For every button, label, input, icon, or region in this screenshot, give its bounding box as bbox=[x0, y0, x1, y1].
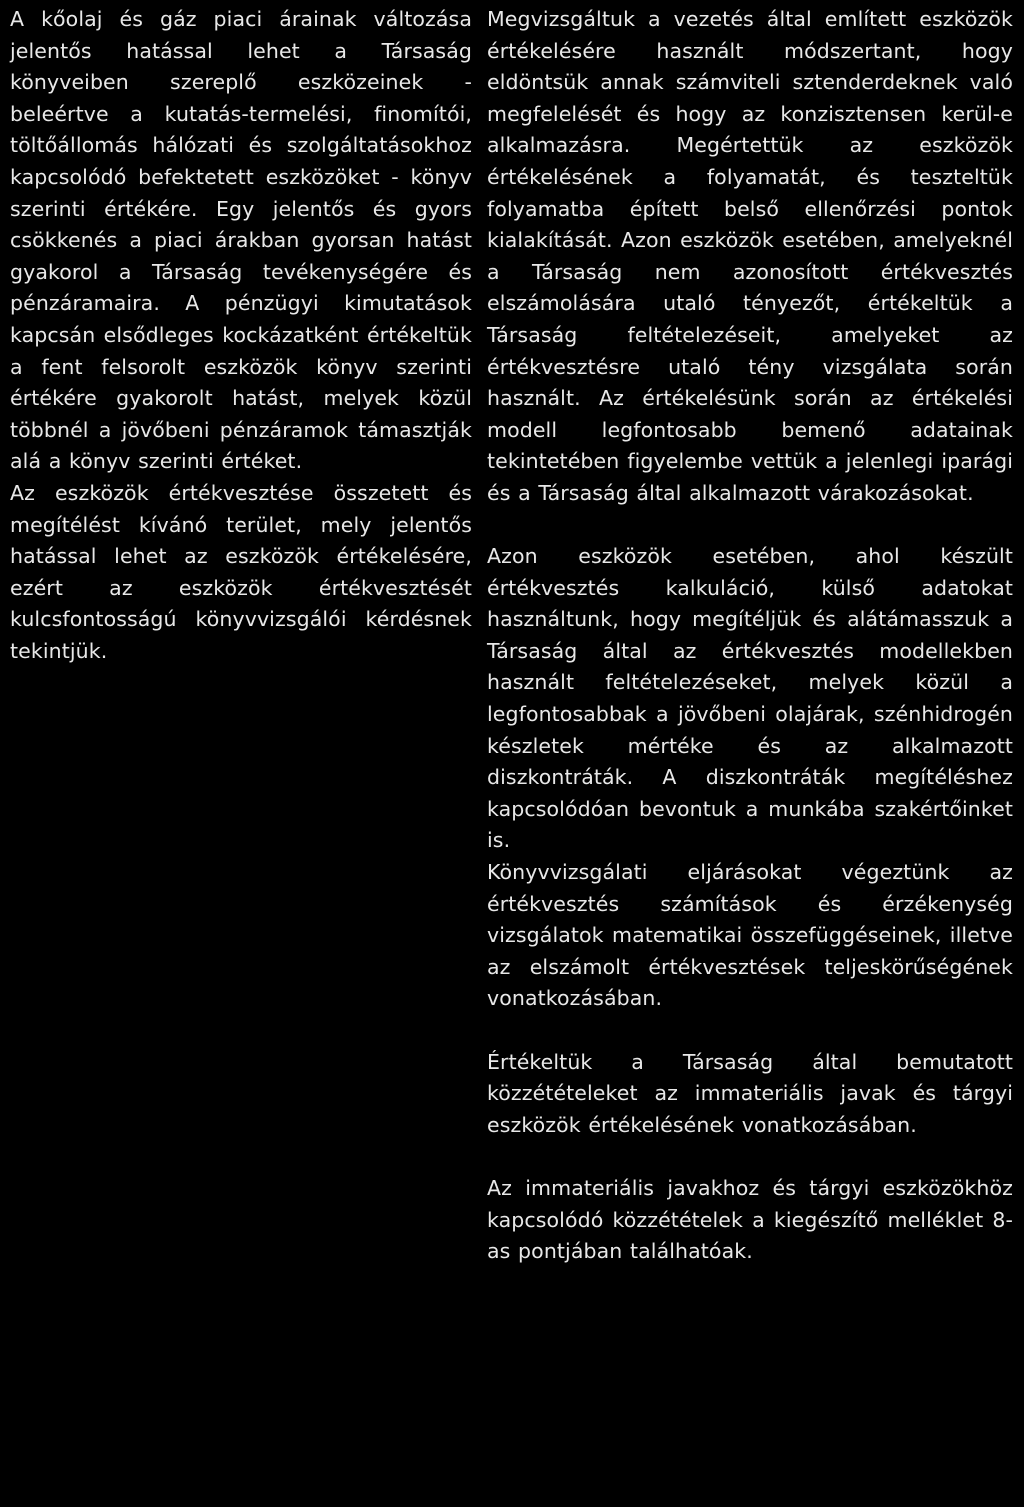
right-paragraph-disclosures-evaluation: Értékeltük a Társaság által bemutatott közzétételeket az immateriális javak és tárgyi eszközök értékelésének vonatkozásában. bbox=[487, 1049, 1013, 1137]
right-paragraph-audit-procedures: Könyvvizsgálati eljárásokat végeztünk az értékvesztés számítások és érzékenység vizsgálatok matematikai összefüggéseinek, illetve az elszámolt értékvesztések teljeskörűségének vonatkozásában. bbox=[487, 860, 1013, 1011]
right-paragraph-methodology: Megvizsgáltuk a vezetés által említett eszközök értékelésére használt módszertant, hogy eldöntsük annak számviteli sztenderdeknek való megfelelését és hogy az konzisztensen kerül-e alkalmazásra. Megértettük az eszközök értékelésének a folyamatát, és teszteltük folyamatba épített belső ellenőrzési pontok kialakítását. Azon eszközök esetében, amelyeknél a Társaság nem azonosított értékvesztés elszámolására utaló tényezőt, értékeltük a Társaság feltételezéseit, amelyeket az értékvesztésre utaló tény vizsgálata során használt. Az értékelésünk során az értékelési modell legfontosabb bemenő adatainak tekintetében figyelembe vettük a jelenlegi iparági és a Társaság által alkalmazott várakozásokat. bbox=[487, 7, 1013, 505]
left-column-key-audit-matter bbox=[10, 4, 472, 667]
right-column-audit-response bbox=[487, 4, 1013, 1268]
left-paragraph-risk-description: A kőolaj és gáz piaci árainak változása jelentős hatással lehet a Társaság könyveiben szereplő eszközeinek - beleértve a kutatás-termelési, finomítói, töltőállomás hálózati és szolgáltatásokhoz kapcsolódó befektetett eszközöket - könyv szerinti értékére. Egy jelentős és gyors csökkenés a piaci árakban gyorsan hatást gyakorol a Társaság tevékenységére és pénzáramaira. A pénzügyi kimutatások kapcsán elsődleges kockázatként értékeltük a fent felsorolt eszközök könyv szerinti értékére gyakorolt hatást, melyek közül többnél a jövőbeni pénzáramok támasztják alá a könyv szerinti értéket. bbox=[10, 7, 472, 474]
right-paragraph-disclosures-reference: Az immateriális javakhoz és tárgyi eszközökhöz kapcsolódó közzétételek a kiegészítő melléklet 8-as pontjában találhatóak. bbox=[487, 1175, 1013, 1264]
left-paragraph-key-audit-matter: Az eszközök értékvesztése összetett és megítélést kívánó terület, mely jelentős hatással lehet az eszközök értékelésére, ezért az eszközök értékvesztését kulcsfontosságú könyvvizsgálói kérdésnek tekintjük. bbox=[10, 480, 472, 663]
right-paragraph-external-data: Azon eszközök esetében, ahol készült értékvesztés kalkuláció, külső adatokat használtunk, hogy megítéljük és alátámasszuk a Társaság által az értékvesztés modellekben használt feltételezéseket, melyek közül a legfontosabbak a jövőbeni olajárak, szénhidrogén készletek mértéke és az alkalmazott diszkontráták. A diszkontráták megítéléshez kapcsolódóan bevontuk a munkába szakértőinket is. bbox=[487, 544, 1013, 853]
